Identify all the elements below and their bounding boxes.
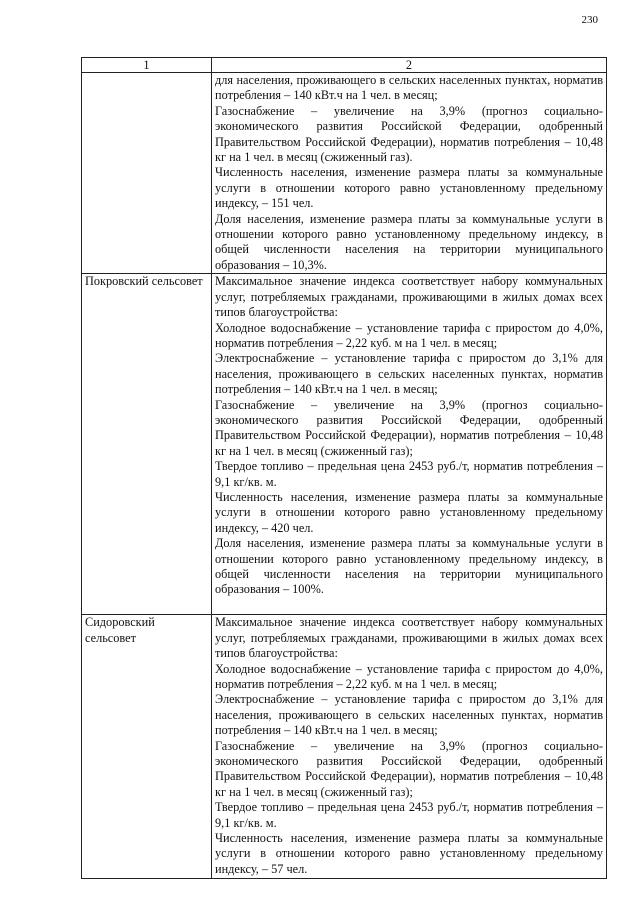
description-paragraph: Твердое топливо – предельная цена 2453 руб./т, норматив потребления – 9,1 кг/кв. м. xyxy=(215,800,603,830)
description-paragraph: Холодное водоснабжение – установление тарифа с приростом до 4,0%, норматив потребления – 2,22 куб. м на 1 чел. в месяц; xyxy=(215,320,603,350)
municipality-name-cell: Покровский сельсовет xyxy=(82,274,212,615)
description-paragraph: Газоснабжение – увеличение на 3,9% (прогноз социально-экономического развития Российской Федерации, одобренный Правительством Российской Федерации), норматив потребления – 10,48 кг на 1 чел. в месяц (сжиженный газ); xyxy=(215,397,603,458)
page-number: 230 xyxy=(581,14,598,26)
column-header-2: 2 xyxy=(212,58,607,73)
column-header-1: 1 xyxy=(82,58,212,73)
table-header-row xyxy=(82,58,607,73)
description-paragraph: Максимальное значение индекса соответствует набору коммунальных услуг, потребляемых гражданами, проживающими в жилых домах всех типов благоустройства: xyxy=(215,615,603,661)
table-row xyxy=(82,615,607,879)
table-row xyxy=(82,73,607,274)
description-paragraph: Электроснабжение – установление тарифа с приростом до 3,1% для населения, проживающего в сельских населенных пунктах, норматив потребления – 140 кВт.ч на 1 чел. в месяц; xyxy=(215,351,603,397)
municipality-name-cell xyxy=(82,73,212,274)
description-paragraph: Доля населения, изменение размера платы за коммунальные услуги в отношении которого равно установленному предельному индексу, в общей численности населения на территории муниципального образования – 10,3%. xyxy=(215,211,603,272)
description-paragraph: Холодное водоснабжение – установление тарифа с приростом до 4,0%, норматив потребления – 2,22 куб. м на 1 чел. в месяц; xyxy=(215,661,603,691)
document-table xyxy=(81,57,607,879)
description-paragraph: Электроснабжение – установление тарифа с приростом до 3,1% для населения, проживающего в сельских населенных пунктах, норматив потребления – 140 кВт.ч на 1 чел. в месяц; xyxy=(215,692,603,738)
description-paragraph: Численность населения, изменение размера платы за коммунальные услуги в отношении которого равно установленному предельному индексу, – 420 чел. xyxy=(215,489,603,535)
table-row xyxy=(82,274,607,615)
description-cell xyxy=(212,615,607,879)
description-paragraph: Численность населения, изменение размера платы за коммунальные услуги в отношении которого равно установленному предельному индексу, – 57 чел. xyxy=(215,830,603,876)
description-paragraph: для населения, проживающего в сельских населенных пунктах, норматив потребления – 140 кВт.ч на 1 чел. в месяц; xyxy=(215,73,603,103)
description-paragraph: Твердое топливо – предельная цена 2453 руб./т, норматив потребления – 9,1 кг/кв. м. xyxy=(215,459,603,489)
description-cell xyxy=(212,274,607,615)
description-paragraph: Газоснабжение – увеличение на 3,9% (прогноз социально-экономического развития Российской Федерации, одобренный Правительством Российской Федерации), норматив потребления – 10,48 кг на 1 чел. в месяц (сжиженный газ); xyxy=(215,738,603,799)
description-cell xyxy=(212,73,607,274)
municipality-name-cell: Сидоровский сельсовет xyxy=(82,615,212,879)
description-paragraph: Численность населения, изменение размера платы за коммунальные услуги в отношении которого равно установленному предельному индексу, – 151 чел. xyxy=(215,165,603,211)
description-paragraph: Доля населения, изменение размера платы за коммунальные услуги в отношении которого равно установленному предельному индексу, в общей численности населения на территории муниципального образования – 100%. xyxy=(215,536,603,597)
description-paragraph: Максимальное значение индекса соответствует набору коммунальных услуг, потребляемых гражданами, проживающими в жилых домах всех типов благоустройства: xyxy=(215,274,603,320)
description-paragraph: Газоснабжение – увеличение на 3,9% (прогноз социально-экономического развития Российской Федерации, одобренный Правительством Российской Федерации), норматив потребления – 10,48 кг на 1 чел. в месяц (сжиженный газ). xyxy=(215,103,603,165)
